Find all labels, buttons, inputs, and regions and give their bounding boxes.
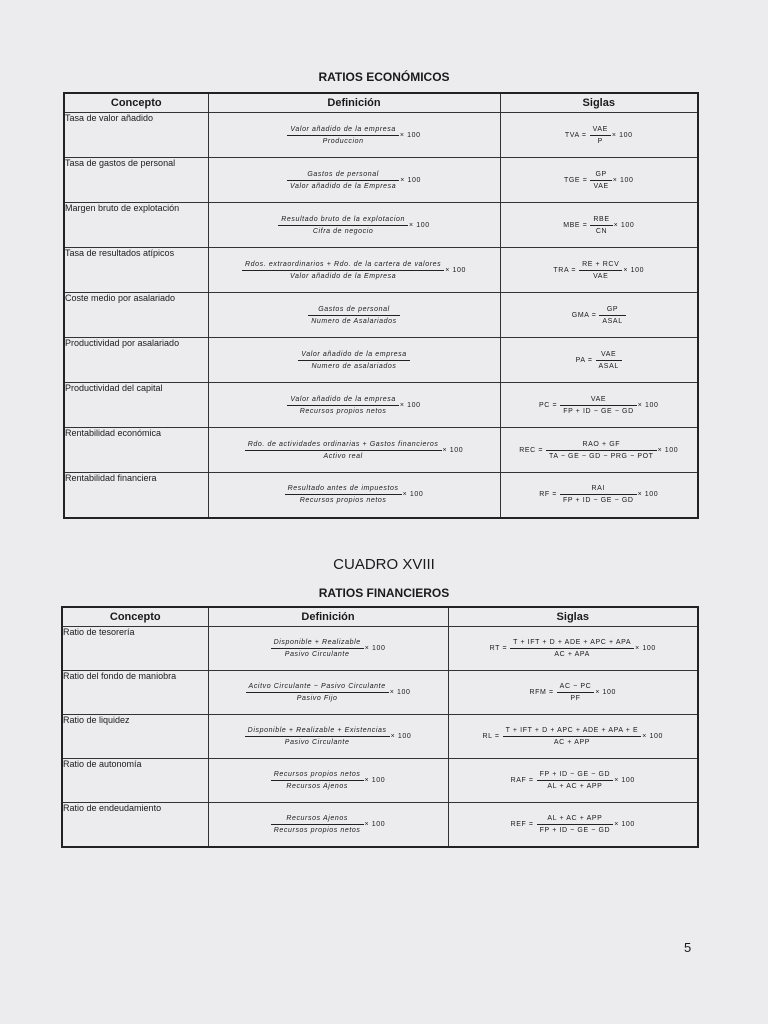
- definition-fraction: [287, 171, 399, 190]
- siglas-fraction: [560, 396, 637, 415]
- siglas-fraction: [537, 771, 614, 790]
- definition-denominator: Recursos Ajenos: [286, 783, 348, 790]
- page-number: 5: [684, 940, 692, 955]
- siglas-multiplier: × 100: [611, 131, 633, 139]
- siglas-label: TVA =: [564, 131, 587, 139]
- siglas-denominator: FP + ID − GE − GD: [563, 407, 634, 415]
- definition-denominator: Recursos propios netos: [299, 407, 387, 415]
- definition-numerator: Gastos de personal: [287, 171, 399, 181]
- table-row: [64, 383, 698, 428]
- definition-numerator: Disponible + Realizable: [271, 639, 364, 649]
- economic-ratios-title: RATIOS ECONÓMICOS: [318, 70, 450, 84]
- definition-multiplier: × 100: [364, 820, 386, 828]
- definition-cell: [208, 293, 500, 338]
- table-header-row: [64, 93, 698, 113]
- table-row: [64, 158, 698, 203]
- siglas-multiplier: × 100: [642, 733, 663, 740]
- siglas-multiplier: × 100: [612, 176, 634, 184]
- siglas-numerator: VAE: [590, 126, 611, 136]
- definition-cell: [208, 203, 500, 248]
- siglas-denominator: AC + APA: [554, 651, 590, 658]
- definition-fraction: [246, 683, 389, 702]
- definition-fraction: [298, 351, 409, 370]
- siglas-multiplier: × 100: [595, 689, 617, 696]
- definition-multiplier: × 100: [389, 689, 411, 696]
- definition-cell: [208, 338, 500, 383]
- definition-numerator: Recursos Ajenos: [271, 815, 364, 825]
- siglas-label: REF =: [510, 820, 534, 828]
- economic-ratios-table: [63, 92, 699, 519]
- siglas-multiplier: × 100: [637, 401, 659, 409]
- definition-numerator: Rdo. de actividades ordinarias + Gastos financieros: [245, 441, 442, 451]
- definition-multiplier: × 100: [400, 176, 421, 184]
- header-definicion: Definición: [208, 93, 500, 113]
- definition-fraction: [245, 441, 442, 460]
- concept-cell: Rentabilidad económica: [64, 428, 208, 473]
- table-row: [64, 473, 698, 518]
- siglas-fraction: [590, 216, 612, 235]
- definition-cell: [208, 428, 500, 473]
- definition-denominator: Numero de asalariados: [311, 362, 397, 370]
- siglas-cell: [500, 338, 698, 383]
- concept-cell: Margen bruto de explotación: [64, 203, 208, 248]
- siglas-multiplier: × 100: [623, 266, 645, 274]
- definition-numerator: Resultado antes de impuestos: [285, 485, 402, 495]
- definition-numerator: Disponible + Realizable + Existencias: [245, 727, 390, 737]
- siglas-cell: [448, 627, 698, 671]
- definition-multiplier: × 100: [442, 446, 464, 454]
- siglas-fraction: [546, 441, 657, 460]
- header-siglas: Siglas: [448, 607, 698, 627]
- siglas-denominator: FP + ID − GE − GD: [562, 497, 634, 505]
- definition-denominator: Valor añadido de la Empresa: [290, 182, 397, 190]
- siglas-numerator: FP + ID − GE − GD: [537, 771, 614, 781]
- header-siglas: Siglas: [500, 93, 698, 113]
- definition-denominator: Pasivo Circulante: [284, 651, 350, 658]
- definition-cell: [208, 671, 448, 715]
- siglas-numerator: T + IFT + D + APC + ADE + APA + E: [503, 727, 642, 737]
- siglas-fraction: [579, 261, 622, 280]
- table-row: [64, 113, 698, 158]
- table-row: [64, 293, 698, 338]
- definition-numerator: Valor añadido de la empresa: [298, 351, 409, 361]
- siglas-numerator: RAO + GF: [546, 441, 657, 451]
- definition-denominator: Valor añadido de la Empresa: [290, 272, 397, 280]
- definition-multiplier: × 100: [390, 733, 412, 740]
- siglas-cell: [448, 671, 698, 715]
- siglas-fraction: [560, 485, 637, 504]
- siglas-label: PC =: [539, 401, 558, 409]
- siglas-fraction: [596, 351, 622, 370]
- concept-cell: Ratio de autonomía: [62, 759, 208, 803]
- definition-multiplier: × 100: [364, 645, 386, 652]
- concept-cell: Ratio de endeudamiento: [62, 803, 208, 847]
- definition-fraction: [271, 639, 364, 658]
- siglas-multiplier: × 100: [613, 221, 635, 229]
- siglas-multiplier: × 100: [657, 446, 679, 454]
- siglas-label: RAF =: [510, 777, 534, 784]
- siglas-denominator: AL + AC + APP: [547, 783, 603, 790]
- siglas-denominator: AC + APP: [553, 739, 590, 746]
- table-row: [62, 759, 698, 803]
- siglas-denominator: TA − GE − GD − PRG − POT: [549, 452, 654, 460]
- siglas-fraction: [557, 683, 595, 702]
- concept-cell: Tasa de resultados atípicos: [64, 248, 208, 293]
- siglas-numerator: GP: [599, 306, 625, 316]
- siglas-fraction: [590, 171, 611, 190]
- table-row: [62, 671, 698, 715]
- definition-multiplier: × 100: [408, 221, 430, 229]
- siglas-denominator: VAE: [593, 272, 609, 280]
- definition-cell: [208, 113, 500, 158]
- siglas-label: RFM =: [529, 689, 554, 696]
- siglas-multiplier: × 100: [614, 777, 635, 784]
- concept-cell: Ratio de liquidez: [62, 715, 208, 759]
- siglas-label: GMA =: [571, 311, 597, 319]
- table-row: [62, 803, 698, 847]
- concept-cell: Productividad por asalariado: [64, 338, 208, 383]
- siglas-numerator: T + IFT + D + ADE + APC + APA: [510, 639, 634, 649]
- siglas-denominator: ASAL: [598, 362, 619, 370]
- siglas-cell: [500, 248, 698, 293]
- definition-cell: [208, 715, 448, 759]
- siglas-fraction: [503, 727, 642, 746]
- definition-denominator: Numero de Asalariados: [311, 317, 397, 325]
- concept-cell: Ratio del fondo de maniobra: [62, 671, 208, 715]
- definition-numerator: Rdos. extraordinarios + Rdo. de la cartera de valores: [242, 261, 444, 271]
- siglas-cell: [500, 293, 698, 338]
- siglas-numerator: AL + AC + APP: [537, 815, 614, 825]
- definition-numerator: Acitvo Circulante − Pasivo Circulante: [246, 683, 389, 693]
- definition-fraction: [245, 727, 390, 746]
- definition-numerator: Gastos de personal: [308, 306, 400, 316]
- table-row: [64, 338, 698, 383]
- table-row: [62, 715, 698, 759]
- siglas-cell: [448, 715, 698, 759]
- siglas-numerator: RE + RCV: [579, 261, 622, 271]
- definition-multiplier: × 100: [399, 401, 421, 409]
- siglas-label: RT =: [489, 645, 508, 652]
- cuadro-title: CUADRO XVIII: [333, 556, 435, 573]
- definition-fraction: [271, 771, 364, 790]
- siglas-label: RF =: [539, 491, 557, 499]
- table-row: [62, 627, 698, 671]
- concept-cell: Tasa de gastos de personal: [64, 158, 208, 203]
- definition-cell: [208, 759, 448, 803]
- siglas-numerator: AC − PC: [557, 683, 595, 693]
- definition-cell: [208, 248, 500, 293]
- definition-denominator: Recursos propios netos: [273, 826, 361, 834]
- definition-denominator: Recursos propios netos: [299, 497, 387, 505]
- definition-numerator: Valor añadido de la empresa: [287, 126, 398, 136]
- definition-numerator: Valor añadido de la empresa: [287, 396, 398, 406]
- definition-cell: [208, 803, 448, 847]
- definition-multiplier: × 100: [402, 491, 424, 499]
- table-header-row: [62, 607, 698, 627]
- siglas-cell: [500, 203, 698, 248]
- concept-cell: Ratio de tesorería: [62, 627, 208, 671]
- siglas-label: RL =: [482, 733, 500, 740]
- siglas-label: TRA =: [553, 266, 577, 274]
- definition-fraction: [287, 126, 398, 145]
- siglas-cell: [500, 428, 698, 473]
- siglas-label: MBE =: [563, 221, 588, 229]
- siglas-fraction: [599, 306, 625, 325]
- definition-denominator: Activo real: [323, 452, 363, 460]
- definition-fraction: [271, 815, 364, 834]
- financial-ratios-table: [61, 606, 699, 848]
- siglas-denominator: PF: [570, 695, 581, 702]
- siglas-numerator: RAI: [560, 485, 637, 495]
- siglas-cell: [500, 473, 698, 518]
- table-row: [64, 203, 698, 248]
- definition-multiplier: × 100: [364, 777, 386, 784]
- concept-cell: Tasa de valor añadido: [64, 113, 208, 158]
- definition-denominator: Pasivo Fijo: [296, 695, 338, 702]
- definition-denominator: Produccion: [322, 137, 364, 145]
- header-concepto: Concepto: [64, 93, 208, 113]
- siglas-multiplier: × 100: [614, 820, 635, 828]
- siglas-multiplier: × 100: [635, 645, 656, 652]
- siglas-label: TGE =: [564, 176, 588, 184]
- siglas-denominator: VAE: [593, 182, 609, 190]
- siglas-denominator: CN: [595, 227, 608, 235]
- table-row: [64, 428, 698, 473]
- siglas-cell: [500, 113, 698, 158]
- siglas-fraction: [510, 639, 634, 658]
- table-row: [64, 248, 698, 293]
- header-concepto: Concepto: [62, 607, 208, 627]
- siglas-fraction: [537, 815, 614, 834]
- definition-cell: [208, 158, 500, 203]
- definition-cell: [208, 627, 448, 671]
- concept-cell: Coste medio por asalariado: [64, 293, 208, 338]
- siglas-denominator: P: [597, 137, 603, 145]
- definition-numerator: Resultado bruto de la explotacion: [278, 216, 408, 226]
- siglas-multiplier: × 100: [637, 491, 659, 499]
- siglas-numerator: VAE: [560, 396, 637, 406]
- siglas-fraction: [590, 126, 611, 145]
- siglas-cell: [500, 158, 698, 203]
- siglas-cell: [448, 759, 698, 803]
- definition-denominator: Pasivo Circulante: [284, 739, 350, 746]
- definition-denominator: Cifra de negocio: [312, 227, 374, 235]
- siglas-numerator: GP: [590, 171, 611, 181]
- siglas-denominator: ASAL: [602, 317, 623, 325]
- definition-fraction: [242, 261, 444, 280]
- siglas-numerator: RBE: [590, 216, 612, 226]
- siglas-numerator: VAE: [596, 351, 622, 361]
- siglas-label: PA =: [575, 356, 593, 364]
- concept-cell: Productividad del capital: [64, 383, 208, 428]
- header-definicion: Definición: [208, 607, 448, 627]
- definition-fraction: [287, 396, 398, 415]
- siglas-cell: [448, 803, 698, 847]
- siglas-cell: [500, 383, 698, 428]
- definition-fraction: [285, 485, 402, 504]
- definition-multiplier: × 100: [445, 266, 466, 274]
- siglas-label: REC =: [519, 446, 544, 454]
- siglas-denominator: FP + ID − GE − GD: [539, 826, 611, 834]
- financial-ratios-title: RATIOS FINANCIEROS: [318, 586, 450, 600]
- definition-fraction: [308, 306, 400, 325]
- definition-multiplier: × 100: [399, 131, 421, 139]
- definition-cell: [208, 473, 500, 518]
- definition-cell: [208, 383, 500, 428]
- definition-numerator: Recursos propios netos: [271, 771, 364, 781]
- definition-fraction: [278, 216, 408, 235]
- concept-cell: Rentabilidad financiera: [64, 473, 208, 518]
